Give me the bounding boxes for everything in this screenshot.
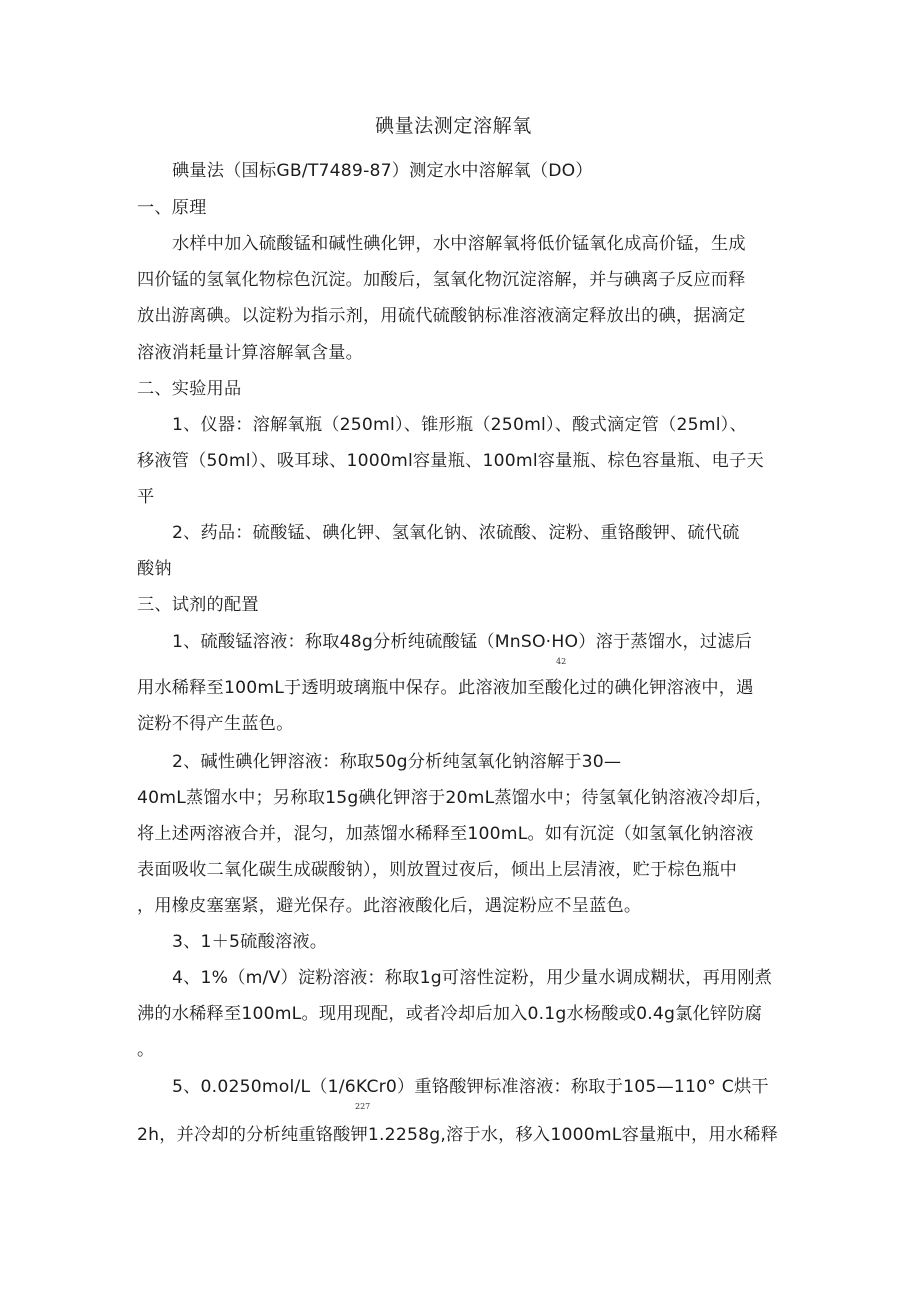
instruments-line: 平 xyxy=(137,487,155,507)
chemicals-line: 2、药品：硫酸锰、碘化钾、氢氧化钠、浓硫酸、淀粉、重铬酸钾、硫代硫 xyxy=(172,523,740,543)
principle-line: 四价锰的氢氧化物棕色沉淀。加酸后，氢氧化物沉淀溶解，并与碘离子反应而释 xyxy=(137,270,746,290)
document-title: 碘量法测定溶解氧 xyxy=(375,115,532,137)
reagent-1-line: 1、硫酸锰溶液：称取48g分析纯硫酸锰（MnSO·HO）溶于蒸馏水，过滤后 xyxy=(172,632,753,652)
reagent-4-line: 沸的水稀释至100mL。现用现配，或者冷却后加入0.1g水杨酸或0.4g氯化锌防腐 xyxy=(137,1004,763,1024)
section-heading-reagents: 三、试剂的配置 xyxy=(137,595,259,615)
reagent-4-line: 4、1%（m/V）淀粉溶液：称取1g可溶性淀粉，用少量水调成糊状，再用刚煮 xyxy=(172,968,773,988)
reagent-2-line: 40mL蒸馏水中；另称取15g碘化钾溶于20mL蒸馏水中；待氢氧化钠溶液冷却后， xyxy=(137,788,773,808)
principle-line: 放出游离碘。以淀粉为指示剂，用硫代硫酸钠标准溶液滴定释放出的碘，据滴定 xyxy=(137,306,746,326)
instruments-line: 1、仪器：溶解氧瓶（250ml）、锥形瓶（250ml）、酸式滴定管（25ml）、 xyxy=(172,415,747,435)
principle-line: 溶液消耗量计算溶解氧含量。 xyxy=(137,343,364,363)
instruments-line: 移液管（50ml）、吸耳球、1000ml容量瓶、100ml容量瓶、棕色容量瓶、电子天 xyxy=(137,451,764,471)
reagent-2-line: 2、碱性碘化钾溶液：称取50g分析纯氢氧化钠溶解于30— xyxy=(172,752,622,772)
reagent-1-line: 用水稀释至100mL于透明玻璃瓶中保存。此溶液加至酸化过的碘化钾溶液中，遇 xyxy=(137,678,754,698)
section-heading-principle: 一、原理 xyxy=(137,198,207,218)
reagent-3-line: 3、1＋5硫酸溶液。 xyxy=(172,932,328,952)
reagent-2-line: 表面吸收二氧化碳生成碳酸钠），则放置过夜后，倾出上层清液，贮于棕色瓶中 xyxy=(137,860,737,880)
reagent-5-line: 2h，并冷却的分析纯重铬酸钾1.2258g,溶于水，移入1000mL容量瓶中，用水稀释 xyxy=(137,1125,779,1145)
formula-subscript: 227 xyxy=(355,1102,371,1111)
reagent-5-line: 5、0.0250mol/L（1/6KCr0）重铬酸钾标准溶液：称取于105—110° C烘干 xyxy=(172,1077,769,1097)
principle-line: 水样中加入硫酸锰和碱性碘化钾，水中溶解氧将低价锰氧化成高价锰，生成 xyxy=(172,234,746,254)
chemicals-line: 酸钠 xyxy=(137,559,172,579)
reagent-4-line: 。 xyxy=(137,1040,155,1060)
section-heading-materials: 二、实验用品 xyxy=(137,379,242,399)
document-subtitle: 碘量法（国标GB/T7489-87）测定水中溶解氧（DO） xyxy=(172,161,593,181)
reagent-2-line: ，用橡皮塞塞紧，避光保存。此溶液酸化后，遇淀粉应不呈蓝色。 xyxy=(137,896,642,916)
formula-subscript: 42 xyxy=(556,657,567,666)
reagent-2-line: 将上述两溶液合并，混匀，加蒸馏水稀释至100mL。如有沉淀（如氢氧化钠溶液 xyxy=(137,824,754,844)
reagent-1-line: 淀粉不得产生蓝色。 xyxy=(137,714,294,734)
